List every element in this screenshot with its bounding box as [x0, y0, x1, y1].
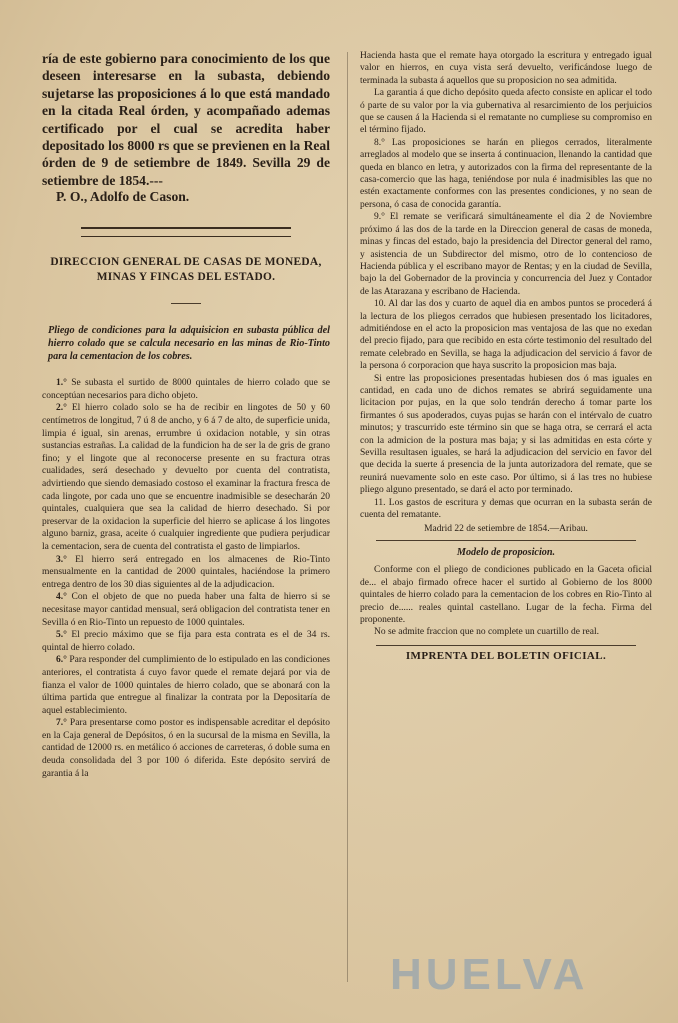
article-text: Si entre las proposiciones presentadas hubiesen dos ó mas iguales en cantidad, en cada uno de dichos remates se abrirá seguidamente una licitacion por pujas, en la que solo tendrán derecho á tomar parte los firmantes ó sus apoderados, cuyas pujas se harán con el intérvalo de cuatro minutos; y trascurrido este término sin que se haga otra, se cerrará el acta con la admicion de la postura mas baja; y si las admitidas en esta córte y Sevilla resultasen iguales, se hará la adjudicacion del servicio en favor del que decida la suerte á presencia de la junta autorizadora del remate, que se reunirá nuevamente solo en este caso. Por último, si á las tres no hubiese pliego alguno presentado, se dará el acto por terminado.	[360, 373, 652, 496]
article-text: El hierro colado solo se ha de recibir en lingotes de 50 y 60 centímetros de longitud, 7 ú 8 de ancho, y 6 á 7 de alto, de superficie unida, limpia é igual, sin arenas, errumbre ú oxidacion notable, y sin otras sustancias estrañas. La calidad de la fundicion ha de ser la de gris de grano fino; y el lingote que al reconocerse presente en su fractura otras cualidades, será desechado y devuelto por cuenta del contratista, advirtiendo que siendo demasiado costoso el examinar la fractura fresca de cada lingote, por cada uno que se encuentre inadmisible se desecharán 20 quintales, cualquiera que sea la calidad de hierro desechado. Si por preservar de la oxidacion la superficie del hierro se aplicase á los lingotes alguno barniz, grasa, aceite ó cualquier ingrediente que pudiera perjudicar la cementacion, sera de cuenta del contratista el gasto de limpiarlos.	[42, 403, 331, 552]
article-text: Las proposiciones se harán en pliegos cerrados, literalmente arreglados al modelo que se inserta á continuacion, llenando la cantidad que queda en blanco en letra, y autorizados con la firma del representante de la casa-comercio que las haga, teniéndose por nula é inadmisibles las que no estén exactamente conformes con las presentes condiciones, y no sean de persona, ó casa de conocida garantía.	[360, 137, 652, 210]
article-number: 11.	[374, 497, 386, 508]
article-number: 6.°	[56, 655, 67, 666]
article-number: 10.	[374, 299, 386, 310]
article-number: 5.°	[56, 630, 67, 641]
article-number: 3.°	[56, 554, 67, 565]
right-column	[360, 50, 652, 662]
article-text: El remate se verificará simultáneamente el dia 2 de Noviembre próximo á las dos de la tarde en la Direccion general de casas de moneda, minas y fincas del estado, bajo la presidencia del Director general del ramo, y asistencia de un Subdirector del mismo, otro de lo contencioso de Hacienda pública y el escribano mayor de Rentas; y en la ciudad de Sevilla, bajo la del Gobernador de la provincia y concurrencia del Juez y Contador de las Atarazana y escribano de Hacienda.	[360, 212, 652, 297]
short-divider	[171, 303, 201, 304]
rule	[376, 540, 636, 541]
section-heading-line2: MINAS Y FINCAS DEL ESTADO.	[96, 271, 276, 284]
article-10	[360, 298, 652, 372]
article-number: 1.°	[56, 378, 67, 389]
modelo-title: Modelo de proposicion.	[456, 547, 556, 559]
date-line: Madrid 22 de setiembre de 1854.—Aribau.	[424, 524, 588, 535]
article-number: 7.°	[56, 718, 67, 729]
guarantee-paragraph: La garantia á que dicho depósito queda afecto consiste en aplicar el todo ó parte de su valor por la via gubernativa al resarcimiento de los perjuicios que se causen á la Hacienda si el rematante no cumpliese su compromiso en el término fijado.	[360, 88, 652, 136]
article-11	[360, 497, 652, 522]
article-text: El precio máximo que se fija para esta contrata es el de 34 rs. quintal de hierro colado.	[42, 630, 330, 653]
intro-paragraph: ría de este gobierno para conocimiento de los que deseen interesarse en la subasta, debiendo sujetarse las proposiciones á lo que está mandado en la citada Real órden, y acompañado ademas certificado por el cual se acredita haber depositado los 8000 rs que se previenen en la Real órden de 9 de setiembre de 1849. Sevilla 29 de setiembre de 1854.---	[42, 51, 330, 188]
column-divider	[347, 52, 348, 982]
article-9	[360, 211, 652, 298]
article-number: 2.°	[56, 403, 67, 414]
article-text: Con el objeto de que no pueda haber una falta de hierro si se necesitase mayor cantidad mensual, será obligacion del contratista tener en Sevilla ó en Rio-Tinto un repuesto de 1000 quintales.	[42, 592, 330, 628]
article-text: Al dar las dos y cuarto de aquel dia en ambos puntos se procederá á la lectura de los pliegos cerrados que hubiesen presentado los licitadores, admitiéndose en el acto la proposicion mas ventajosa de las que no exedan del precio fijado, para que recibido en esta córte testimonio del resultado del remate celebrado en Sevilla, se haga la adjudicacion del servicio á favor de la persona ó corporacion que haya suscrito la proposicion mas baja.	[360, 299, 652, 372]
article-number: 8.°	[374, 137, 385, 148]
ornament-divider	[81, 227, 291, 237]
rule	[376, 645, 636, 646]
article-8	[360, 137, 652, 211]
article-7	[42, 717, 330, 780]
printer-imprint: IMPRENTA DEL BOLETIN OFICIAL.	[405, 649, 607, 662]
article-number: 4.°	[56, 592, 67, 603]
article-4	[42, 591, 330, 629]
article-text: Para presentarse como postor es indispensable acreditar el depósito en la Caja general de Depósitos, ó en la sucursal de la misma en Sevilla, la cantidad de 12000 rs. en metálico ó acciones de carreteras, ó doble suma en deuda consolidada del 3 por 100 ó diferida. Este depósito servirá de garantia á la	[42, 718, 331, 779]
article-number: 9.°	[374, 212, 385, 223]
signature: P. O., Adolfo de Cason.	[56, 189, 190, 205]
article-5	[42, 629, 330, 654]
left-column	[42, 50, 330, 780]
article-text: Para responder del cumplimiento de lo estipulado en las condiciones anteriores, el contratista á cuyo favor quede el remate dejará por via de fianza el valor de 1000 quintales de hierro colado, que se abonará con la última partida que entregue al finalizar la contrata por la Depositaría de aquel establecimiento.	[42, 655, 330, 716]
article-1	[42, 377, 330, 402]
spacer	[42, 363, 330, 377]
watermark-text: HUELVA	[390, 950, 589, 999]
article-2	[42, 402, 330, 553]
article-text: El hierro será entregado en los almacenes de Rio-Tinto mensualmente en la cantidad de 2000 quintales, haciéndose la primero entrega dentro de los 30 dias siguientes al de la adjudicacion.	[42, 554, 331, 590]
pliego-title: Pliego de condiciones para la adquisicion en subasta pública del hierro colado que se calcula necesario en las minas de Rio-Tinto para la cementacion de los cobres.	[48, 325, 330, 363]
section-heading-line1: DIRECCION GENERAL DE CASAS DE MONEDA,	[50, 256, 322, 269]
article-10-continued	[360, 373, 652, 497]
modelo-text: Conforme con el pliego de condiciones publicado en la Gaceta oficial de... el abajo firmado ofrece hacer el surtido al Gobierno de los 8000 quintales de hierro colado para la cementacion de los cobres en Rio-Tinto al precio de...... reales quintal castellano. Lugar de la fecha. Firma del proponente.	[360, 565, 652, 626]
continuation-paragraph: Hacienda hasta que el remate haya otorgado la escritura y entregado igual valor en hierros, en cuya vista será devuelto, verificándose luego de terminada la subasta á aquellos que su proposicion no sea admitida.	[360, 51, 652, 86]
article-text: Se subasta el surtido de 8000 quintales de hierro colado que se conceptúan necesarios para dicho objeto.	[42, 378, 330, 401]
article-6	[42, 654, 330, 717]
note-text: No se admite fraccion que no complete un cuartillo de real.	[374, 627, 600, 638]
article-text: Los gastos de escritura y demas que ocurran en la subasta serán de cuenta del rematante.	[360, 497, 652, 521]
article-3	[42, 554, 330, 592]
